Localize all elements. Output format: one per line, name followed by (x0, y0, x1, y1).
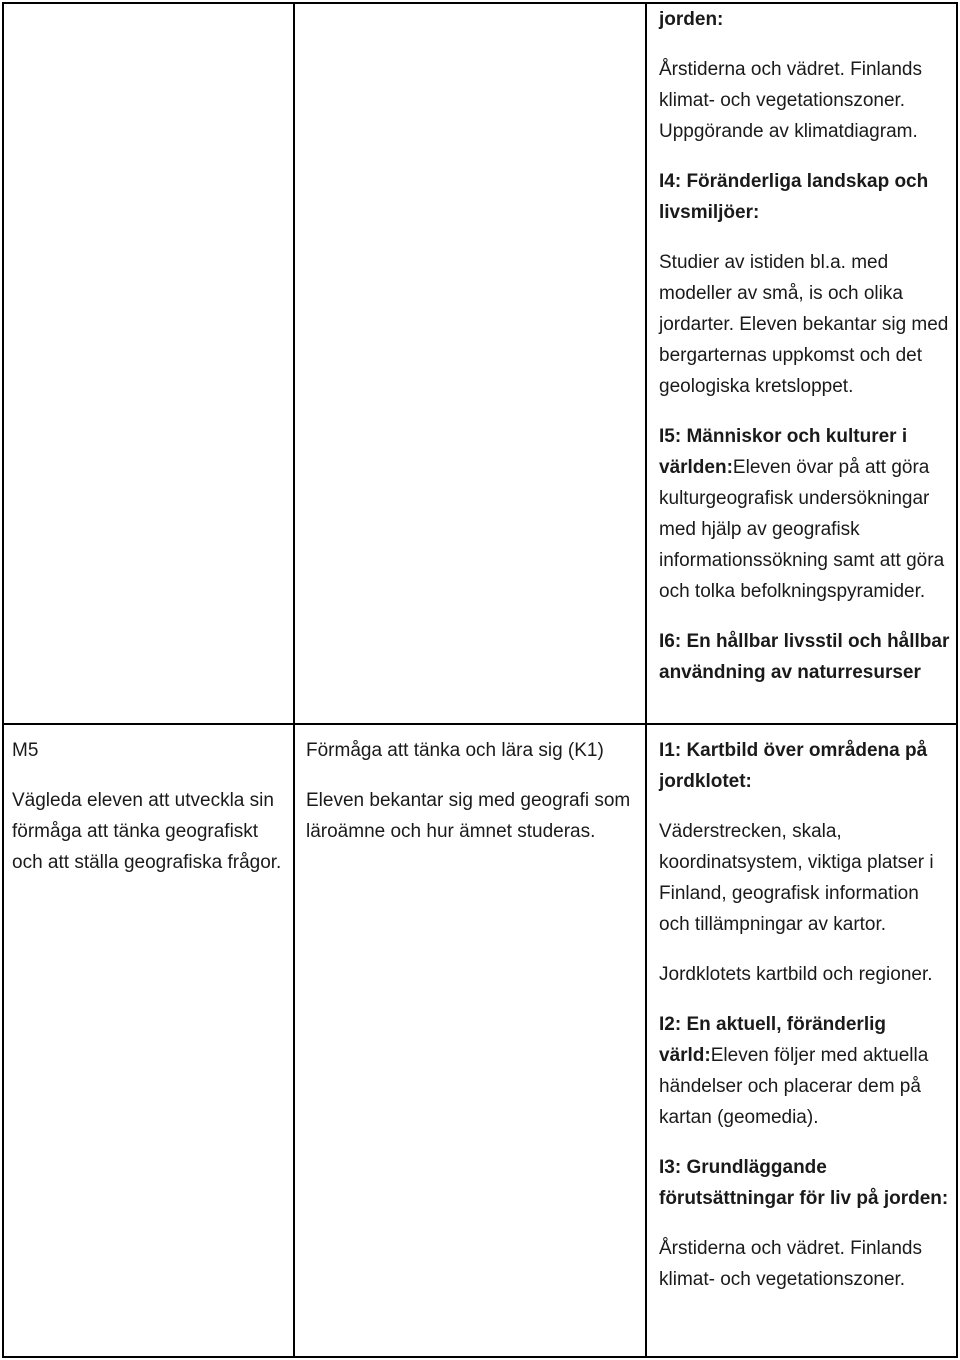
row2-col3-cell (659, 735, 951, 1314)
section-paragraph (659, 421, 951, 607)
cell-paragraph: Årstiderna och vädret. Finlands klimat- och vegetationszoner. (659, 1238, 922, 1290)
table-border-bottom (2, 1356, 958, 1358)
table-border-col2 (645, 2, 647, 1358)
row1-col3-cell (659, 4, 951, 707)
table-border-col1 (293, 2, 295, 1358)
objective-text: Vägleda eleven att utveckla sin förmåga att tänka geografiskt och att ställa geografiska frågor. (12, 790, 282, 873)
table-border-left (2, 2, 4, 1358)
cell-paragraph: Jordklotets kartbild och regioner. (659, 964, 933, 985)
row2-col2-cell (306, 735, 636, 866)
table-border-right (956, 2, 958, 1358)
section-text: Eleven övar på att göra kulturgeografisk undersökningar med hjälp av geografisk informationssökning samt att göra och tolka befolkningspyramider. (659, 457, 945, 602)
section-title: I4: Föränderliga landskap och livsmiljöer: (659, 171, 929, 223)
section-title: I2: En aktuell, föränderlig värld: (659, 1014, 886, 1066)
cell-paragraph: Studier av istiden bl.a. med modeller av små, is och olika jordarter. Eleven bekantar sig med bergarternas uppkomst och det geologiska kretsloppet. (659, 252, 949, 397)
section-title: I1: Kartbild över områdena på jordklotet: (659, 740, 928, 792)
section-title: I3: Grundläggande förutsättningar för liv på jorden: (659, 1157, 949, 1209)
section-title: I6: En hållbar livsstil och hållbar användning av naturresurser (659, 631, 950, 683)
section-paragraph (659, 1009, 951, 1133)
cell-paragraph: jorden: (659, 9, 724, 30)
section-text: Eleven följer med aktuella händelser och placerar dem på kartan (geomedia). (659, 1045, 929, 1128)
objective-code: M5 (12, 740, 39, 761)
competence-text: Eleven bekantar sig med geografi som läroämne och hur ämnet studeras. (306, 790, 631, 842)
table-row-divider (2, 723, 958, 725)
cell-paragraph: Årstiderna och vädret. Finlands klimat- och vegetationszoner. Uppgörande av klimatdiagram. (659, 59, 922, 142)
cell-paragraph: Väderstrecken, skala, koordinatsystem, viktiga platser i Finland, geografisk information och tillämpningar av kartor. (659, 821, 934, 935)
competence-title: Förmåga att tänka och lära sig (K1) (306, 740, 604, 761)
row2-col1-cell (12, 735, 282, 897)
section-title: I5: Människor och kulturer i världen: (659, 426, 908, 478)
